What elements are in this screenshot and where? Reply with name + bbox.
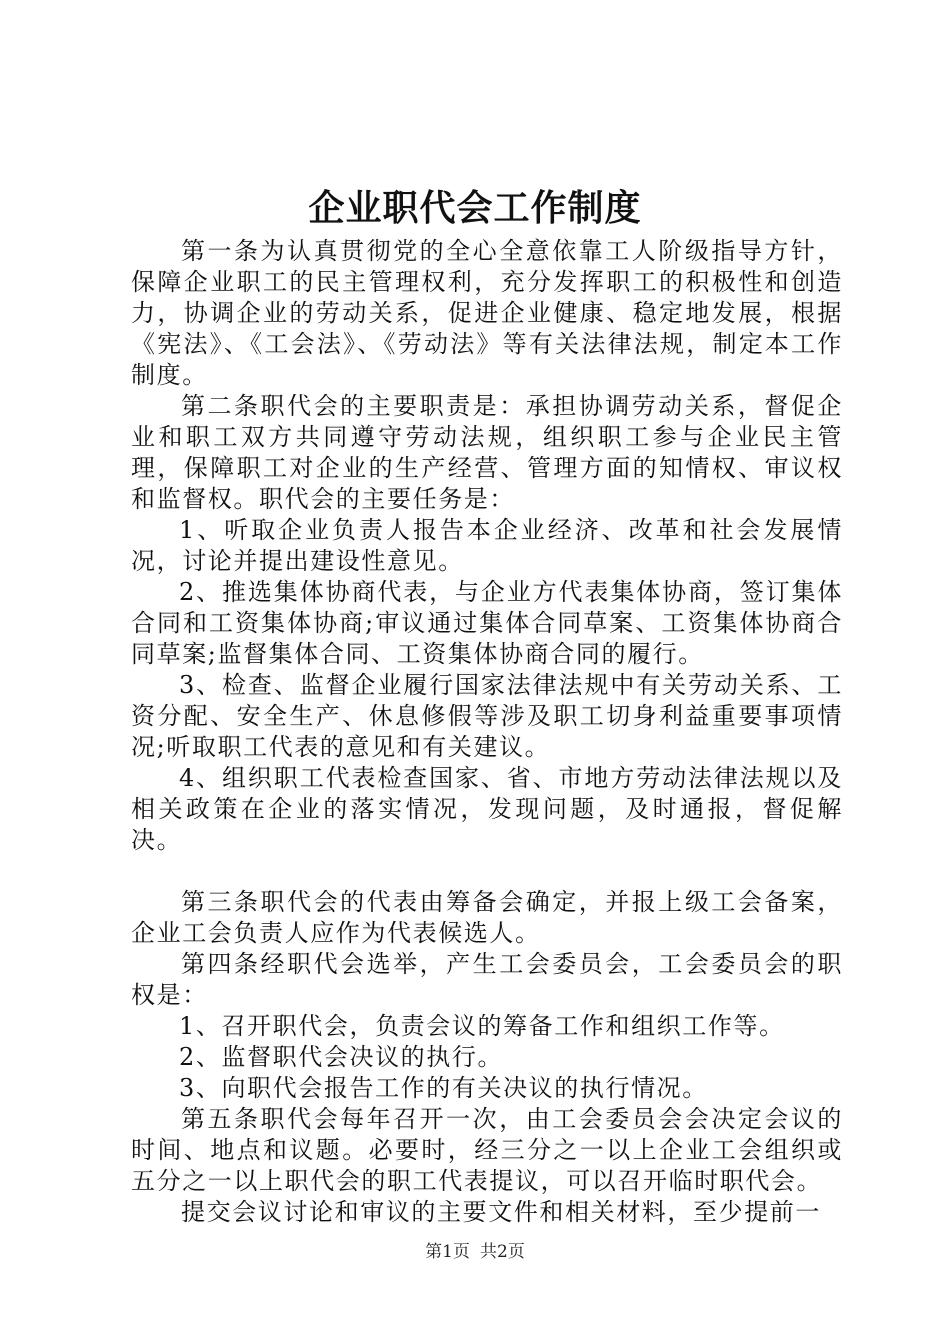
- article-4-item-2: 2、监督职代会决议的执行。: [179, 1043, 504, 1071]
- page-number-current: 第1页: [425, 1242, 470, 1262]
- document-body: [131, 236, 843, 1228]
- article-2-item-2: 2、推选集体协商代表，与企业方代表集体协商，签订集体合同和工资集体协商;审议通过集体合同草案、工资集体协商合同草案;监督集体合同、工资集体协商合同的履行。: [131, 578, 843, 668]
- article-4-item-1: 1、召开职代会，负责会议的筹备工作和组织工作等。: [179, 1012, 785, 1040]
- article-5-paragraph: 第五条职代会每年召开一次，由工会委员会会决定会议的时间、地点和议题。必要时，经三分之一以上企业工会组织或五分之一以上职代会的职工代表提议，可以召开临时职代会。: [131, 1105, 843, 1195]
- article-5-continuation: 提交会议讨论和审议的主要文件和相关材料，至少提前一: [181, 1198, 821, 1226]
- article-3-paragraph: 第三条职代会的代表由筹备会确定，并报上级工会备案，企业工会负责人应作为代表候选人。: [131, 888, 843, 947]
- document-title: 企业职代会工作制度: [308, 187, 642, 229]
- article-2-item-4: 4、组织职工代表检查国家、省、市地方劳动法律法规以及相关政策在企业的落实情况，发现问题，及时通报，督促解决。: [131, 764, 843, 854]
- article-1-paragraph: 第一条为认真贯彻党的全心全意依靠工人阶级指导方针，保障企业职工的民主管理权利，充分发挥职工的积极性和创造力，协调企业的劳动关系，促进企业健康、稳定地发展，根据《宪法》、《工会法》、《劳动法》等有关法律法规，制定本工作制度。: [131, 237, 843, 389]
- article-2-item-1: 1、听取企业负责人报告本企业经济、改革和社会发展情况，讨论并提出建设性意见。: [131, 516, 843, 575]
- article-2-item-3: 3、检查、监督企业履行国家法律法规中有关劳动关系、工资分配、安全生产、休息修假等涉及职工切身利益重要事项情况;听取职工代表的意见和有关建议。: [131, 671, 843, 761]
- page-footer: [0, 1240, 950, 1264]
- article-2-paragraph: 第二条职代会的主要职责是：承担协调劳动关系，督促企业和职工双方共同遵守劳动法规，组织职工参与企业民主管理，保障职工对企业的生产经营、管理方面的知情权、审议权和监督权。职代会的主要任务是：: [131, 392, 843, 513]
- article-4-item-3: 3、向职代会报告工作的有关决议的执行情况。: [179, 1074, 708, 1102]
- article-4-paragraph: 第四条经职代会选举，产生工会委员会，工会委员会的职权是：: [131, 950, 843, 1009]
- page-number-total: 共2页: [480, 1242, 525, 1262]
